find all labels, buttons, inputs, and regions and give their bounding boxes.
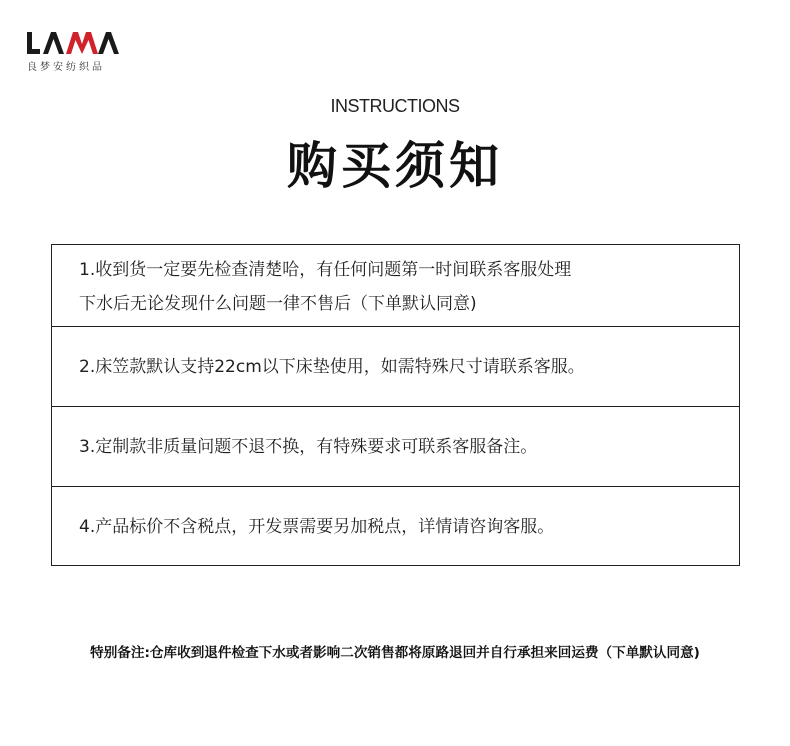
notice-text: 1.收到货一定要先检查清楚哈，有任何问题第一时间联系客服处理 xyxy=(79,260,572,280)
notice-item-2 xyxy=(52,326,739,406)
lama-logo-mark xyxy=(27,32,119,54)
notice-table xyxy=(51,244,740,566)
notice-item-3 xyxy=(52,406,739,486)
notice-text: 2.床笠款默认支持22cm以下床垫使用，如需特殊尺寸请联系客服。 xyxy=(79,356,585,377)
page-subtitle: INSTRUCTIONS xyxy=(330,96,460,116)
notice-text: 下水后无论发现什么问题一律不售后（下单默认同意) xyxy=(79,294,477,314)
notice-item-1 xyxy=(52,245,739,326)
brand-logo xyxy=(27,32,119,73)
notice-item-4 xyxy=(52,486,739,566)
notice-text: 3.定制款非质量问题不退不换，有特殊要求可联系客服备注。 xyxy=(79,436,538,457)
notice-text: 4.产品标价不含税点，开发票需要另加税点，详情请咨询客服。 xyxy=(79,516,555,537)
brand-name: 良梦安纺织品 xyxy=(27,62,105,73)
special-remark: 特别备注:仓库收到退件检查下水或者影响二次销售都将原路退回并自行承担来回运费（下单默认同意) xyxy=(90,645,700,661)
page-title: 购买须知 xyxy=(287,137,503,195)
